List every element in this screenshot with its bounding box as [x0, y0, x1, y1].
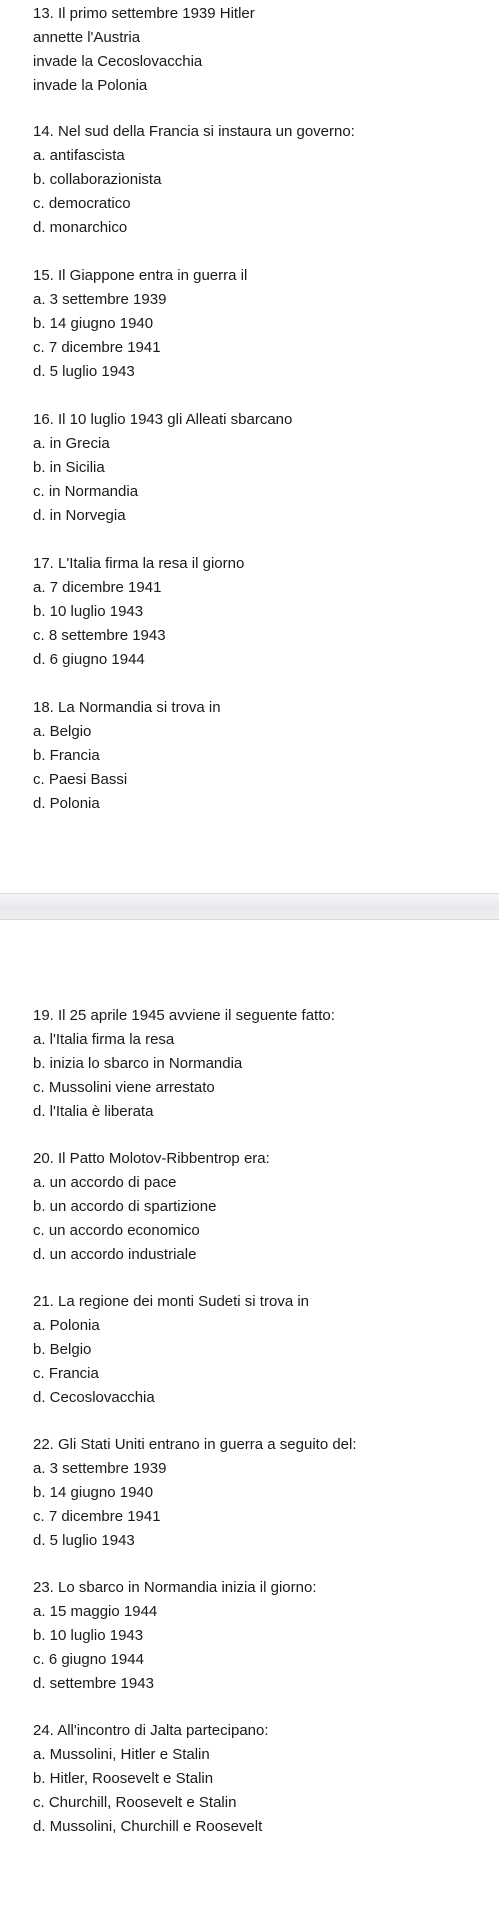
answer-option: b. 10 luglio 1943	[33, 1627, 144, 1644]
question-title: 17. L'Italia firma la resa il giorno	[33, 555, 245, 572]
answer-option: d. in Norvegia	[33, 507, 126, 524]
answer-option: invade la Polonia	[33, 77, 148, 94]
question-title: 19. Il 25 aprile 1945 avviene il seguente fatto:	[33, 1007, 335, 1024]
answer-option: b. Belgio	[33, 1341, 92, 1358]
answer-option: d. 5 luglio 1943	[33, 363, 135, 380]
answer-option: c. 7 dicembre 1941	[33, 339, 161, 356]
answer-option: a. 15 maggio 1944	[33, 1603, 158, 1620]
question-title: 18. La Normandia si trova in	[33, 699, 221, 716]
answer-option: b. Hitler, Roosevelt e Stalin	[33, 1770, 214, 1787]
answer-option: c. 6 giugno 1944	[33, 1651, 144, 1668]
answer-option: d. 6 giugno 1944	[33, 651, 145, 668]
question-20	[33, 1147, 489, 1267]
answer-option: d. Polonia	[33, 795, 100, 812]
question-title: 15. Il Giappone entra in guerra il	[33, 267, 248, 284]
answer-option: a. un accordo di pace	[33, 1174, 177, 1191]
page-separator	[0, 893, 499, 920]
answer-option: c. Francia	[33, 1365, 99, 1382]
question-title: 20. Il Patto Molotov-Ribbentrop era:	[33, 1150, 270, 1167]
answer-option: a. Polonia	[33, 1317, 100, 1334]
answer-option: d. settembre 1943	[33, 1675, 154, 1692]
question-13	[33, 2, 489, 98]
answer-option: c. 8 settembre 1943	[33, 627, 166, 644]
question-23	[33, 1576, 489, 1696]
question-17	[33, 552, 489, 672]
document-page-2	[0, 920, 499, 1905]
answer-option: a. Mussolini, Hitler e Stalin	[33, 1746, 210, 1763]
question-title: 21. La regione dei monti Sudeti si trova in	[33, 1293, 309, 1310]
answer-option: c. democratico	[33, 195, 131, 212]
answer-option: d. Cecoslovacchia	[33, 1389, 155, 1406]
question-24	[33, 1719, 489, 1839]
answer-option: b. collaborazionista	[33, 171, 162, 188]
answer-option: d. un accordo industriale	[33, 1246, 197, 1263]
question-22	[33, 1433, 489, 1553]
answer-option: b. Francia	[33, 747, 100, 764]
answer-option: b. in Sicilia	[33, 459, 105, 476]
answer-option: d. l'Italia è liberata	[33, 1103, 154, 1120]
answer-option: a. antifascista	[33, 147, 125, 164]
answer-option: c. in Normandia	[33, 483, 139, 500]
question-14	[33, 120, 489, 240]
question-21	[33, 1290, 489, 1410]
question-title: 14. Nel sud della Francia si instaura un governo:	[33, 123, 355, 140]
answer-option: b. 14 giugno 1940	[33, 1484, 154, 1501]
answer-option: c. Churchill, Roosevelt e Stalin	[33, 1794, 237, 1811]
answer-option: d. Mussolini, Churchill e Roosevelt	[33, 1818, 263, 1835]
answer-option: a. 7 dicembre 1941	[33, 579, 162, 596]
question-16	[33, 408, 489, 528]
answer-option: b. 10 luglio 1943	[33, 603, 144, 620]
question-title: 16. Il 10 luglio 1943 gli Alleati sbarcano	[33, 411, 293, 428]
answer-option: a. 3 settembre 1939	[33, 291, 167, 308]
answer-option: b. 14 giugno 1940	[33, 315, 154, 332]
question-18	[33, 696, 489, 816]
answer-option: c. Paesi Bassi	[33, 771, 128, 788]
answer-option: c. Mussolini viene arrestato	[33, 1079, 215, 1096]
document-page-1	[0, 0, 499, 893]
question-title: 22. Gli Stati Uniti entrano in guerra a seguito del:	[33, 1436, 357, 1453]
question-title: 23. Lo sbarco in Normandia inizia il giorno:	[33, 1579, 317, 1596]
answer-option: d. 5 luglio 1943	[33, 1532, 135, 1549]
question-title: 24. All'incontro di Jalta partecipano:	[33, 1722, 269, 1739]
answer-option: b. un accordo di spartizione	[33, 1198, 217, 1215]
answer-option: invade la Cecoslovacchia	[33, 53, 203, 70]
answer-option: a. in Grecia	[33, 435, 110, 452]
question-19	[33, 1004, 489, 1124]
question-title: 13. Il primo settembre 1939 Hitler	[33, 5, 255, 22]
answer-option: annette l'Austria	[33, 29, 141, 46]
answer-option: b. inizia lo sbarco in Normandia	[33, 1055, 243, 1072]
answer-option: a. 3 settembre 1939	[33, 1460, 167, 1477]
answer-option: a. Belgio	[33, 723, 92, 740]
question-15	[33, 264, 489, 384]
answer-option: c. 7 dicembre 1941	[33, 1508, 161, 1525]
answer-option: c. un accordo economico	[33, 1222, 200, 1239]
answer-option: d. monarchico	[33, 219, 128, 236]
answer-option: a. l'Italia firma la resa	[33, 1031, 175, 1048]
